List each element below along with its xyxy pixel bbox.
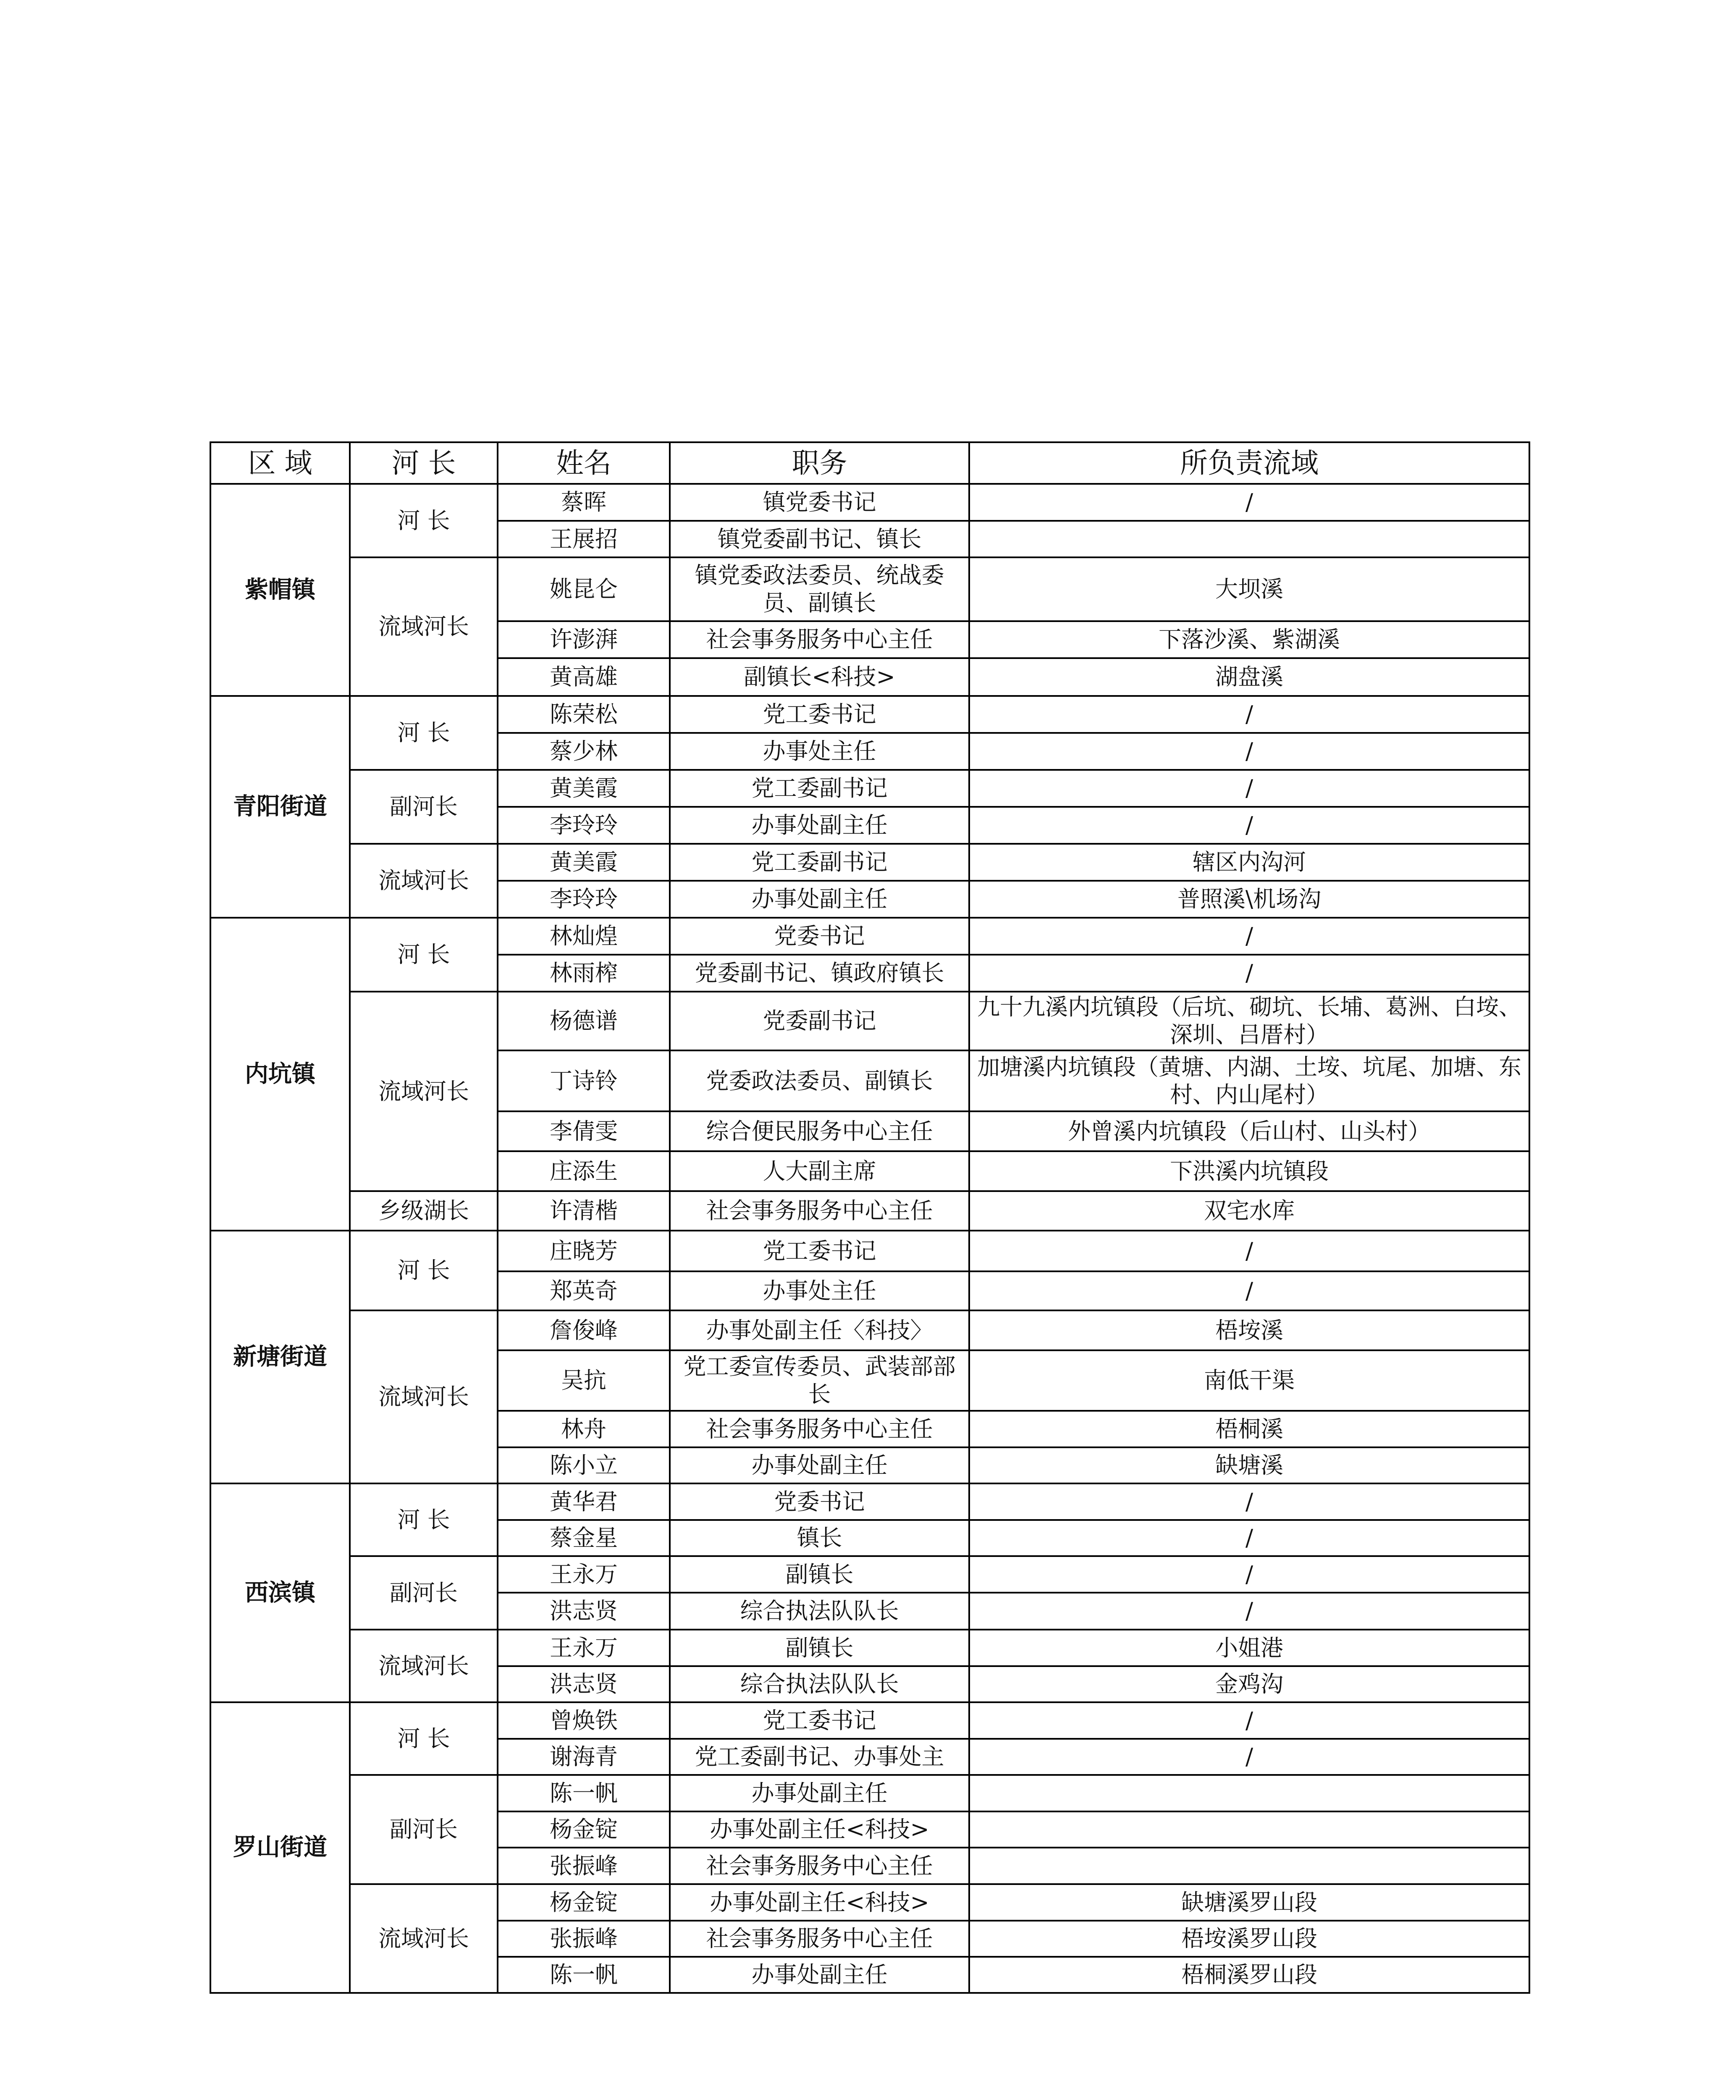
title-cell: 办事处副主任	[670, 1775, 969, 1811]
title-cell: 党工委书记	[670, 1702, 969, 1739]
name-cell: 洪志贤	[498, 1666, 670, 1702]
table-body	[210, 484, 1529, 1993]
name-cell: 郑英奇	[498, 1271, 670, 1310]
role-cell: 河 长	[350, 1231, 498, 1310]
region-cell: 罗山街道	[210, 1702, 350, 1993]
region-cell: 新塘街道	[210, 1231, 350, 1483]
title-cell: 党委副书记、镇政府镇长	[670, 955, 969, 992]
basin-cell: 梧桐溪罗山段	[969, 1957, 1529, 1993]
table-row	[210, 992, 1529, 1050]
title-cell: 副镇长	[670, 1630, 969, 1666]
name-cell: 蔡少林	[498, 733, 670, 770]
name-cell: 陈小立	[498, 1447, 670, 1483]
role-cell: 流域河长	[350, 844, 498, 918]
name-cell: 丁诗铃	[498, 1050, 670, 1111]
basin-cell: 金鸡沟	[969, 1666, 1529, 1702]
table-header-row	[210, 442, 1529, 484]
name-cell: 杨金锭	[498, 1884, 670, 1921]
role-cell: 副河长	[350, 770, 498, 844]
title-cell: 党委书记	[670, 918, 969, 955]
region-cell: 内坑镇	[210, 918, 350, 1231]
title-cell: 党工委宣传委员、武装部部长	[670, 1350, 969, 1411]
header-region: 区 域	[210, 442, 350, 484]
basin-cell: 缺塘溪罗山段	[969, 1884, 1529, 1921]
name-cell: 林舟	[498, 1411, 670, 1447]
title-cell: 党工委副书记、办事处主	[670, 1739, 969, 1775]
name-cell: 陈荣松	[498, 696, 670, 733]
basin-cell: 辖区内沟河	[969, 844, 1529, 881]
name-cell: 庄添生	[498, 1151, 670, 1191]
title-cell: 办事处副主任	[670, 807, 969, 844]
name-cell: 蔡晖	[498, 484, 670, 521]
table-row	[210, 918, 1529, 955]
role-cell: 流域河长	[350, 557, 498, 696]
title-cell: 党委副书记	[670, 992, 969, 1050]
table-row	[210, 1483, 1529, 1520]
title-cell: 镇党委政法委员、统战委员、副镇长	[670, 557, 969, 621]
basin-cell: /	[969, 770, 1529, 807]
name-cell: 姚昆仑	[498, 557, 670, 621]
header-title: 职务	[670, 442, 969, 484]
table-row	[210, 1556, 1529, 1593]
basin-cell: 小姐港	[969, 1630, 1529, 1666]
basin-cell: /	[969, 1483, 1529, 1520]
basin-cell: /	[969, 955, 1529, 992]
region-cell: 西滨镇	[210, 1483, 350, 1702]
table-row	[210, 770, 1529, 807]
role-cell: 河 长	[350, 1483, 498, 1556]
title-cell: 副镇长<科技>	[670, 658, 969, 696]
name-cell: 黄高雄	[498, 658, 670, 696]
basin-cell: 双宅水库	[969, 1191, 1529, 1231]
table-row	[210, 1231, 1529, 1271]
basin-cell: /	[969, 696, 1529, 733]
name-cell: 张振峰	[498, 1921, 670, 1957]
title-cell: 综合便民服务中心主任	[670, 1111, 969, 1151]
title-cell: 镇党委副书记、镇长	[670, 521, 969, 557]
basin-cell: /	[969, 733, 1529, 770]
name-cell: 李玲玲	[498, 807, 670, 844]
title-cell: 党工委书记	[670, 696, 969, 733]
basin-cell: 梧桐溪	[969, 1411, 1529, 1447]
title-cell: 党工委副书记	[670, 770, 969, 807]
name-cell: 林雨榨	[498, 955, 670, 992]
title-cell: 社会事务服务中心主任	[670, 621, 969, 658]
basin-cell: /	[969, 1702, 1529, 1739]
name-cell: 陈一帆	[498, 1775, 670, 1811]
name-cell: 曾焕铁	[498, 1702, 670, 1739]
title-cell: 人大副主席	[670, 1151, 969, 1191]
name-cell: 黄美霞	[498, 770, 670, 807]
name-cell: 黄华君	[498, 1483, 670, 1520]
name-cell: 詹俊峰	[498, 1310, 670, 1350]
name-cell: 许澎湃	[498, 621, 670, 658]
table-row	[210, 1310, 1529, 1350]
region-cell: 青阳街道	[210, 696, 350, 918]
name-cell: 李倩雯	[498, 1111, 670, 1151]
basin-cell: /	[969, 1231, 1529, 1271]
name-cell: 庄晓芳	[498, 1231, 670, 1271]
role-cell: 流域河长	[350, 1310, 498, 1483]
basin-cell: 缺塘溪	[969, 1447, 1529, 1483]
name-cell: 王永万	[498, 1556, 670, 1593]
header-name: 姓名	[498, 442, 670, 484]
title-cell: 办事处副主任<科技>	[670, 1884, 969, 1921]
basin-cell	[969, 1811, 1529, 1848]
title-cell: 办事处副主任〈科技〉	[670, 1310, 969, 1350]
basin-cell: /	[969, 1739, 1529, 1775]
title-cell: 办事处副主任<科技>	[670, 1811, 969, 1848]
basin-cell	[969, 1775, 1529, 1811]
title-cell: 办事处主任	[670, 733, 969, 770]
title-cell: 办事处主任	[670, 1271, 969, 1310]
basin-cell: /	[969, 1271, 1529, 1310]
title-cell: 办事处副主任	[670, 881, 969, 918]
table-row	[210, 1630, 1529, 1666]
basin-cell: 九十九溪内坑镇段（后坑、砌坑、长埔、葛洲、白垵、深圳、吕厝村）	[969, 992, 1529, 1050]
table-row	[210, 844, 1529, 881]
role-cell: 流域河长	[350, 992, 498, 1191]
basin-cell: /	[969, 918, 1529, 955]
role-cell: 副河长	[350, 1556, 498, 1630]
role-cell: 流域河长	[350, 1630, 498, 1702]
title-cell: 社会事务服务中心主任	[670, 1921, 969, 1957]
role-cell: 乡级湖长	[350, 1191, 498, 1231]
table-row	[210, 557, 1529, 621]
table-row	[210, 1884, 1529, 1921]
title-cell: 综合执法队队长	[670, 1593, 969, 1630]
title-cell: 综合执法队队长	[670, 1666, 969, 1702]
basin-cell: /	[969, 1593, 1529, 1630]
basin-cell: /	[969, 1520, 1529, 1556]
name-cell: 洪志贤	[498, 1593, 670, 1630]
basin-cell: 下洪溪内坑镇段	[969, 1151, 1529, 1191]
title-cell: 社会事务服务中心主任	[670, 1191, 969, 1231]
region-cell: 紫帽镇	[210, 484, 350, 696]
name-cell: 蔡金星	[498, 1520, 670, 1556]
basin-cell	[969, 521, 1529, 557]
name-cell: 李玲玲	[498, 881, 670, 918]
basin-cell: 下落沙溪、紫湖溪	[969, 621, 1529, 658]
title-cell: 镇党委书记	[670, 484, 969, 521]
name-cell: 杨德谱	[498, 992, 670, 1050]
basin-cell: /	[969, 807, 1529, 844]
name-cell: 谢海青	[498, 1739, 670, 1775]
basin-cell: 外曾溪内坑镇段（后山村、山头村）	[969, 1111, 1529, 1151]
table-row	[210, 484, 1529, 521]
name-cell: 林灿煌	[498, 918, 670, 955]
role-cell: 河 长	[350, 1702, 498, 1775]
role-cell: 河 长	[350, 696, 498, 770]
basin-cell: 南低干渠	[969, 1350, 1529, 1411]
table-row	[210, 696, 1529, 733]
basin-cell: 普照溪\机场沟	[969, 881, 1529, 918]
title-cell: 副镇长	[670, 1556, 969, 1593]
header-basin: 所负责流域	[969, 442, 1529, 484]
basin-cell: /	[969, 1556, 1529, 1593]
title-cell: 办事处副主任	[670, 1957, 969, 1993]
title-cell: 党委书记	[670, 1483, 969, 1520]
table-row	[210, 1775, 1529, 1811]
title-cell: 党工委书记	[670, 1231, 969, 1271]
title-cell: 党工委副书记	[670, 844, 969, 881]
name-cell: 许清楷	[498, 1191, 670, 1231]
name-cell: 陈一帆	[498, 1957, 670, 1993]
role-cell: 河 长	[350, 484, 498, 557]
basin-cell: 梧垵溪	[969, 1310, 1529, 1350]
basin-cell: 大坝溪	[969, 557, 1529, 621]
title-cell: 党委政法委员、副镇长	[670, 1050, 969, 1111]
name-cell: 黄美霞	[498, 844, 670, 881]
table-row	[210, 1191, 1529, 1231]
title-cell: 社会事务服务中心主任	[670, 1848, 969, 1884]
table-row	[210, 1702, 1529, 1739]
basin-cell: 加塘溪内坑镇段（黄塘、内湖、土垵、坑尾、加塘、东村、内山尾村）	[969, 1050, 1529, 1111]
name-cell: 张振峰	[498, 1848, 670, 1884]
basin-cell	[969, 1848, 1529, 1884]
basin-cell: 梧垵溪罗山段	[969, 1921, 1529, 1957]
name-cell: 王永万	[498, 1630, 670, 1666]
role-cell: 流域河长	[350, 1884, 498, 1993]
title-cell: 镇长	[670, 1520, 969, 1556]
header-role: 河 长	[350, 442, 498, 484]
name-cell: 吴抗	[498, 1350, 670, 1411]
river-chief-table	[210, 441, 1530, 1994]
basin-cell: 湖盘溪	[969, 658, 1529, 696]
title-cell: 办事处副主任	[670, 1447, 969, 1483]
name-cell: 杨金锭	[498, 1811, 670, 1848]
name-cell: 王展招	[498, 521, 670, 557]
basin-cell: /	[969, 484, 1529, 521]
title-cell: 社会事务服务中心主任	[670, 1411, 969, 1447]
role-cell: 副河长	[350, 1775, 498, 1884]
role-cell: 河 长	[350, 918, 498, 992]
